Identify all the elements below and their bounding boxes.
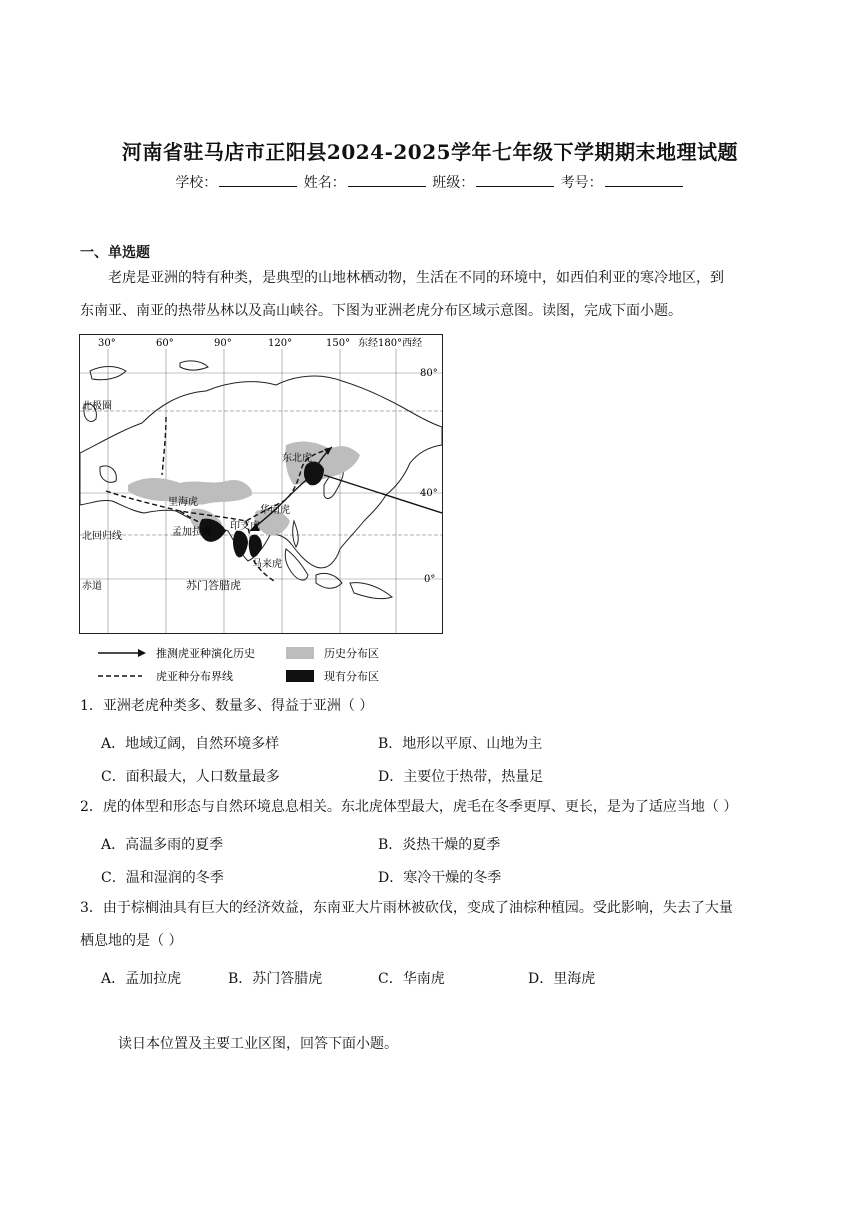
tiger-label-caspian: 里海虎 [168, 497, 198, 508]
page-title: 河南省驻马店市正阳县2024-2025学年七年级下学期期末地理试题 [121, 140, 739, 164]
lon-label: 120° [268, 338, 293, 349]
lon-label: 150° [326, 338, 351, 349]
q1-option-d[interactable]: D．主要位于热带，热量足 [378, 769, 544, 785]
q2-option-b[interactable]: B．炎热干燥的夏季 [378, 837, 501, 853]
q2-option-d[interactable]: D．寒冷干燥的冬季 [378, 870, 502, 886]
class-blank[interactable] [476, 174, 554, 187]
exam-number-blank[interactable] [605, 174, 683, 187]
lon-label: 30° [98, 338, 116, 349]
map-legend [96, 644, 416, 686]
lon-label: 60° [156, 338, 174, 349]
intro-paragraph-2: 读日本位置及主要工业区图，回答下面小题。 [118, 1036, 398, 1052]
question-3-stem-line1: 3．由于棕榈油具有巨大的经济效益，东南亚大片雨林被砍伐，变成了油棕种植园。受此影响，失去了大量 [80, 900, 733, 916]
school-label: 学校： [175, 175, 218, 191]
legend-dashed-label: 虎亚种分布界线 [156, 670, 233, 683]
lat-label: 80° [420, 368, 438, 379]
name-label: 姓名： [303, 175, 346, 191]
q3-option-d[interactable]: D．里海虎 [528, 971, 596, 987]
q2-option-c[interactable]: C．温和湿润的冬季 [101, 870, 224, 886]
q2-option-a[interactable]: A．高温多雨的夏季 [101, 837, 224, 853]
tiger-label-south-china: 华南虎 [260, 505, 290, 516]
legend-historical-label: 历史分布区 [324, 647, 379, 660]
exam-number-label: 考号： [560, 175, 603, 191]
question-2-stem: 2．虎的体型和形态与自然环境息息相关。东北虎体型最大，虎毛在冬季更厚、更长，是为了适应当地（ ） [80, 799, 738, 815]
question-3-stem-line2: 栖息地的是（ ） [80, 933, 183, 949]
lat-label: 40° [420, 488, 438, 499]
lon-label: 东经180°西经 [358, 338, 423, 349]
q1-option-a[interactable]: A．地域辽阔，自然环境多样 [101, 736, 280, 752]
arctic-circle-label: 北极圈 [82, 401, 112, 412]
student-info-line [0, 172, 860, 192]
tiger-label-malayan: 马来虎 [252, 559, 282, 570]
section-heading: 一、单选题 [80, 245, 150, 261]
q3-option-b[interactable]: B．苏门答腊虎 [228, 971, 323, 987]
tropic-of-cancer-label: 北回归线 [82, 531, 122, 542]
tiger-label-sumatran: 苏门答腊虎 [186, 579, 241, 592]
question-1-stem: 1．亚洲老虎种类多、数量多、得益于亚洲（ ） [80, 698, 374, 714]
lon-label: 90° [214, 338, 232, 349]
class-label: 班级： [432, 175, 475, 191]
asia-tiger-distribution-map [79, 334, 443, 634]
name-blank[interactable] [348, 174, 426, 187]
legend-arrow-label: 推测虎亚种演化历史 [156, 647, 255, 660]
intro-paragraph-line2: 东南亚、南亚的热带丛林以及高山峡谷。下图为亚洲老虎分布区域示意图。读图，完成下面小题。 [80, 303, 682, 319]
equator-label: 赤道 [82, 581, 102, 592]
q3-option-c[interactable]: C．华南虎 [378, 971, 445, 987]
lat-label: 0° [424, 574, 436, 585]
legend-current-label: 现有分布区 [324, 670, 379, 683]
q3-option-a[interactable]: A．孟加拉虎 [101, 971, 182, 987]
q1-option-b[interactable]: B．地形以平原、山地为主 [378, 736, 543, 752]
intro-paragraph-line1: 老虎是亚洲的特有种类，是典型的山地林栖动物，生活在不同的环境中，如西伯利亚的寒冷地区，到 [108, 270, 724, 286]
school-blank[interactable] [219, 174, 297, 187]
q1-option-c[interactable]: C．面积最大，人口数量最多 [101, 769, 280, 785]
tiger-label-indochinese: 印支虎 [230, 521, 260, 532]
tiger-label-amur: 东北虎 [282, 453, 312, 464]
tiger-label-bengal: 孟加拉虎 [172, 527, 212, 538]
